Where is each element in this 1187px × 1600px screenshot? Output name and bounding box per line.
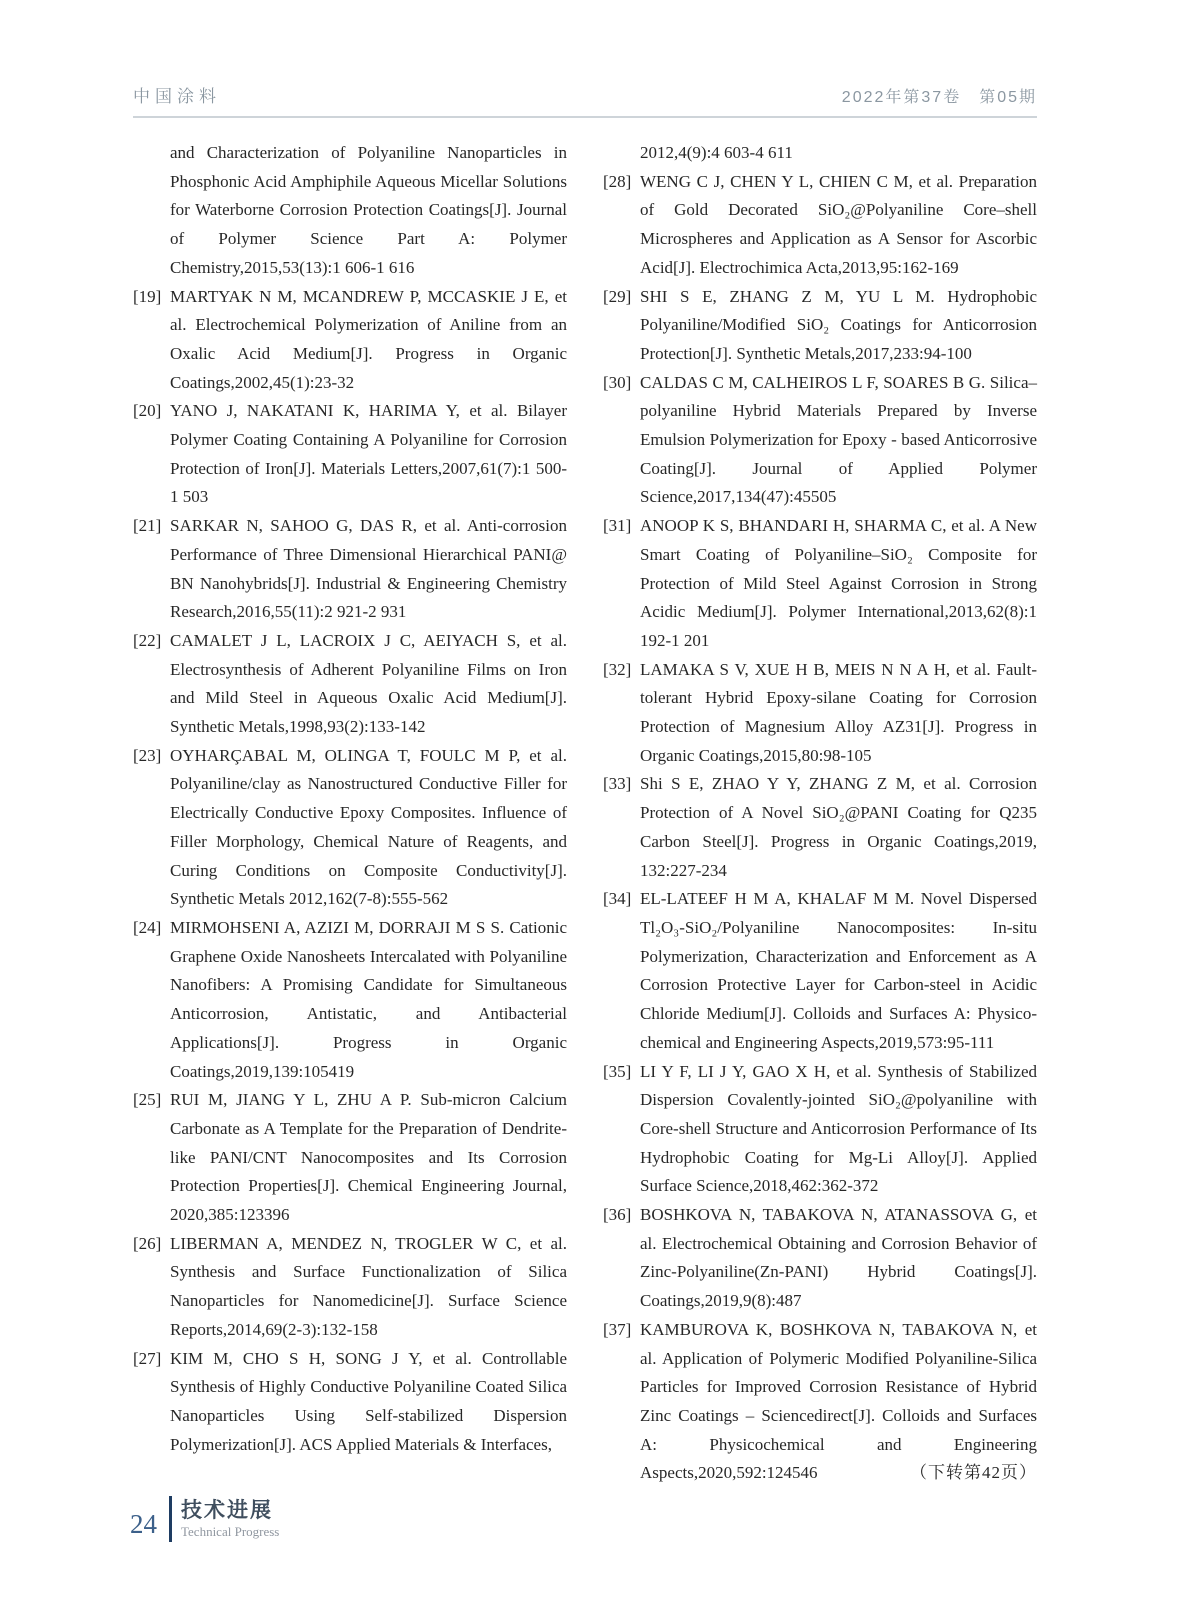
reference-text: CALDAS C M, CALHEIROS L F, SOARES B G. Silica–polyaniline Hybrid Materials Prepared by Inverse Emulsion Polymerization for Epoxy - based Anticorrosive Coating[J]. Journal of Applied Polymer Science,2017,134(47):45505	[640, 372, 1037, 507]
reference-text: KAMBUROVA K, BOSHKOVA N, TABAKOVA N, et al. Application of Polymeric Modified Polyaniline-Silica Particles for Improved Corrosion Resistance of Hybrid Zinc Coatings – Sciencedirect[J]. Colloids and Surfaces A: Physicochemical and Engineering Aspects,2020,592:124546	[640, 1319, 1037, 1483]
reference-item	[133, 1086, 567, 1230]
reference-item	[603, 168, 1037, 283]
reference-text: LAMAKA S V, XUE H B, MEIS N N A H, et al. Fault-tolerant Hybrid Epoxy-silane Coating for Corrosion Protection of Magnesium Alloy AZ31[J]. Progress in Organic Coatings,2015,80:98-105	[640, 659, 1037, 765]
reference-item	[603, 885, 1037, 1057]
right-column	[603, 139, 1037, 1488]
reference-number: [27]	[133, 1348, 162, 1368]
reference-item	[133, 627, 567, 742]
reference-number: [29]	[603, 286, 632, 306]
references-section	[133, 139, 1037, 1488]
reference-continuation	[603, 139, 1037, 168]
reference-number: [25]	[133, 1090, 162, 1110]
reference-text: MARTYAK N M, MCANDREW P, MCCASKIE J E, et al. Electrochemical Polymerization of Aniline from an Oxalic Acid Medium[J]. Progress in Organic Coatings,2002,45(1):23-32	[170, 286, 567, 392]
reference-text: OYHARÇABAL M, OLINGA T, FOULC M P, et al. Polyaniline/clay as Nanostructured Conductive Filler for Electrically Conductive Epoxy Composites. Influence of Filler Morphology, Chemical Nature of Reagents, and Curing Conditions on Composite Conductivity[J]. Synthetic Metals 2012,162(7-8):555-562	[170, 745, 567, 909]
reference-item	[603, 1058, 1037, 1202]
reference-number: [35]	[603, 1061, 632, 1081]
reference-text: and Characterization of Polyaniline Nanoparticles in Phosphonic Acid Amphiphile Aqueous Micellar Solutions for Waterborne Corrosion Protection Coatings[J]. Journal of Polymer Science Part A: Polymer Chemistry,2015,53(13):1 606-1 616	[170, 143, 567, 277]
reference-item	[133, 1345, 567, 1460]
reference-text: BOSHKOVA N, TABAKOVA N, ATANASSOVA G, et al. Electrochemical Obtaining and Corrosion Behavior of Zinc-Polyaniline(Zn-PANI) Hybrid Coatings[J]. Coatings,2019,9(8):487	[640, 1205, 1037, 1311]
reference-number: [33]	[603, 774, 632, 794]
reference-text: YANO J, NAKATANI K, HARIMA Y, et al. Bilayer Polymer Coating Containing A Polyaniline for Corrosion Protection of Iron[J]. Materials Letters,2007,61(7):1 500-1 503	[170, 401, 567, 507]
reference-number: [20]	[133, 401, 162, 421]
reference-text: EL-LATEEF H M A, KHALAF M M. Novel Dispersed Tl₂O₃-SiO₂/Polyaniline Nanocomposites: In-situ Polymerization, Characterization and Enforcement as A Corrosion Protective Layer for Carbon-steel in Acidic Chloride Medium[J]. Colloids and Surfaces A: Physico-chemical and Engineering Aspects,2019,573:95-111	[640, 889, 1037, 1052]
page-header	[133, 82, 1037, 118]
continued-on-page-note: （下转第42页）	[910, 1463, 1037, 1483]
reference-number: [28]	[603, 171, 632, 191]
reference-number: [36]	[603, 1205, 632, 1225]
journal-name: 中国涂料	[133, 87, 221, 106]
reference-item	[133, 742, 567, 914]
reference-item	[603, 770, 1037, 885]
reference-continuation	[133, 139, 567, 283]
reference-number: [30]	[603, 372, 632, 392]
reference-item	[603, 369, 1037, 513]
footer-section-titles	[181, 1499, 279, 1540]
reference-item	[603, 283, 1037, 369]
reference-item	[603, 512, 1037, 656]
reference-number: [34]	[603, 889, 632, 909]
reference-item	[603, 1201, 1037, 1316]
section-title-en: Technical Progress	[181, 1523, 280, 1539]
reference-item	[603, 656, 1037, 771]
reference-number: [21]	[133, 516, 162, 536]
reference-item	[133, 512, 567, 627]
reference-number: [24]	[133, 917, 162, 937]
reference-item	[603, 1316, 1037, 1488]
reference-number: [32]	[603, 659, 632, 679]
reference-text: MIRMOHSENI A, AZIZI M, DORRAJI M S S. Cationic Graphene Oxide Nanosheets Intercalated with Polyaniline Nanofibers: A Promising Candidate for Simultaneous Anticorrosion, Antistatic, and Antibacterial Applications[J]. Progress in Organic Coatings,2019,139:105419	[170, 917, 567, 1081]
footer-divider-bar	[169, 1496, 172, 1542]
reference-item	[133, 914, 567, 1086]
reference-number: [19]	[133, 286, 162, 306]
reference-text: 2012,4(9):4 603-4 611	[640, 143, 793, 162]
reference-number: [31]	[603, 516, 632, 536]
reference-text: LIBERMAN A, MENDEZ N, TROGLER W C, et al. Synthesis and Surface Functionalization of Silica Nanoparticles for Nanomedicine[J]. Surface Science Reports,2014,69(2-3):132-158	[170, 1233, 567, 1339]
reference-item	[133, 1230, 567, 1345]
page-footer	[130, 1496, 279, 1542]
left-column	[133, 139, 567, 1488]
reference-text: Shi S E, ZHAO Y Y, ZHANG Z M, et al. Corrosion Protection of A Novel SiO₂@PANI Coating for Q235 Carbon Steel[J]. Progress in Organic Coatings,2019, 132:227-234	[640, 774, 1037, 880]
reference-number: [26]	[133, 1233, 162, 1253]
reference-item	[133, 283, 567, 398]
reference-text: SHI S E, ZHANG Z M, YU L M. Hydrophobic Polyaniline/Modified SiO₂ Coatings for Anticorrosion Protection[J]. Synthetic Metals,2017,233:94-100	[640, 286, 1037, 363]
section-title-zh: 技术进展	[181, 1498, 273, 1522]
reference-text: ANOOP K S, BHANDARI H, SHARMA C, et al. A New Smart Coating of Polyaniline–SiO₂ Composite for Protection of Mild Steel Against Corrosion in Strong Acidic Medium[J]. Polymer International,2013,62(8):1 192-1 201	[640, 516, 1037, 650]
reference-text: SARKAR N, SAHOO G, DAS R, et al. Anti-corrosion Performance of Three Dimensional Hierarchical PANI@ BN Nanohybrids[J]. Industrial & Engineering Chemistry Research,2016,55(11):2 921-2 931	[170, 516, 567, 622]
reference-text: KIM M, CHO S H, SONG J Y, et al. Controllable Synthesis of Highly Conductive Polyaniline Coated Silica Nanoparticles Using Self-stabilized Dispersion Polymerization[J]. ACS Applied Materials & Interfaces,	[170, 1348, 567, 1454]
reference-item	[133, 397, 567, 512]
issue-info: 2022年第37卷 第05期	[841, 89, 1037, 106]
reference-text: CAMALET J L, LACROIX J C, AEIYACH S, et al. Electrosynthesis of Adherent Polyaniline Films on Iron and Mild Steel in Aqueous Oxalic Acid Medium[J]. Synthetic Metals,1998,93(2):133-142	[170, 630, 567, 737]
reference-text: WENG C J, CHEN Y L, CHIEN C M, et al. Preparation of Gold Decorated SiO₂@Polyaniline Core–shell Microspheres and Application as A Sensor for Ascorbic Acid[J]. Electrochimica Acta,2013,95:162-169	[640, 171, 1037, 277]
reference-text: RUI M, JIANG Y L, ZHU A P. Sub-micron Calcium Carbonate as A Template for the Preparation of Dendrite-like PANI/CNT Nanocomposites and Its Corrosion Protection Properties[J]. Chemical Engineering Journal, 2020,385:123396	[170, 1090, 567, 1225]
reference-number: [37]	[603, 1319, 632, 1339]
reference-text: LI Y F, LI J Y, GAO X H, et al. Synthesis of Stabilized Dispersion Covalently-jointed SiO₂@polyaniline with Core-shell Structure and Anticorrosion Performance of Its Hydrophobic Coating for Mg-Li Alloy[J]. Applied Surface Science,2018,462:362-372	[640, 1061, 1037, 1196]
page-number: 24	[130, 1508, 157, 1539]
reference-number: [22]	[133, 630, 162, 650]
reference-number: [23]	[133, 745, 162, 765]
